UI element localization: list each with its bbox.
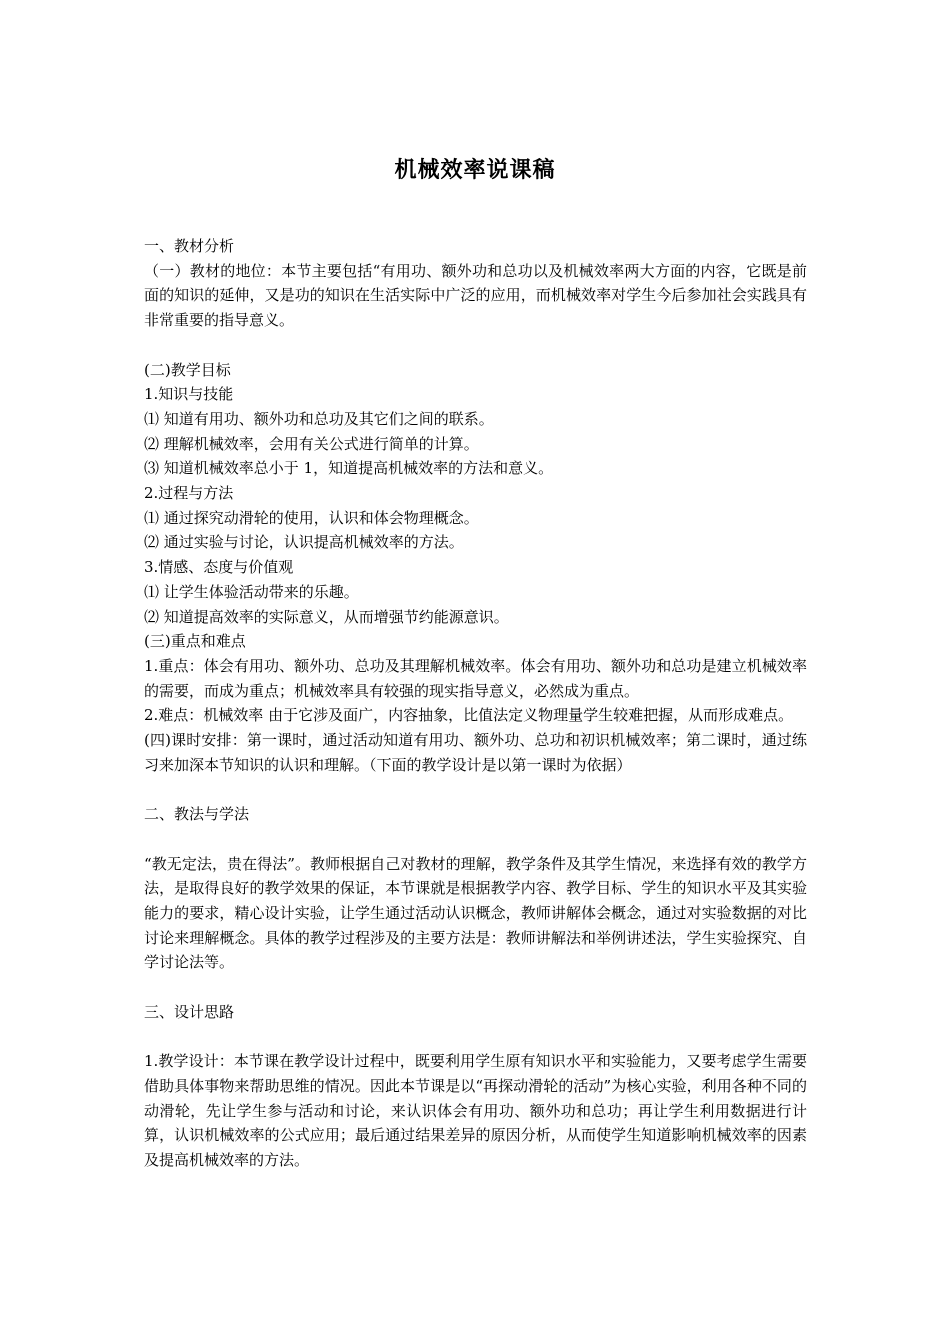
section2-heading: 二、教法与学法: [144, 805, 250, 824]
document-title: 机械效率说课稿: [394, 158, 556, 183]
status-paragraph: （一）教材的地位：本节主要包括“有用功、额外功和总功以及机械效率两大方面的内容，它既是前面的知识的延伸，又是功的知识在生活实际中广泛的应用，而机械效率对学生今后参加社会实践具有非常重要的指导意义。: [144, 261, 807, 330]
emotion-item: ⑴ 让学生体验活动带来的乐趣。: [144, 582, 359, 601]
process-heading: 2.过程与方法: [144, 484, 234, 503]
paragraph-gap: [144, 333, 807, 358]
focus-heading: (三)重点和难点: [144, 632, 246, 651]
document-body: [144, 234, 807, 1173]
paragraph-gap: [144, 827, 807, 852]
section3-heading: 三、设计思路: [144, 1002, 235, 1021]
process-item: ⑵ 通过实验与讨论，认识提高机械效率的方法。: [144, 533, 464, 552]
paragraph-gap: [144, 975, 807, 1000]
focus-difficult-point: 2.难点：机械效率 由于它涉及面广，内容抽象，比值法定义物理量学生较难把握，从而形成难点。: [144, 706, 794, 725]
focus-key-point: 1.重点：体会有用功、额外功、总功及其理解机械效率。体会有用功、额外功和总功是建立机械效率的需要，而成为重点；机械效率具有较强的现实指导意义，必然成为重点。: [144, 656, 807, 700]
design-paragraph: 1.教学设计：本节课在教学设计过程中，既要利用学生原有知识水平和实验能力，又要考虑学生需要借助具体事物来帮助思维的情况。因此本节课是以“再探动滑轮的活动”为核心实验，利用各种不同的动滑轮，先让学生参与活动和讨论，来认识体会有用功、额外功和总功；再让学生利用数据进行计算，认识机械效率的公式应用；最后通过结果差异的原因分析，从而使学生知道影响机械效率的因素及提高机械效率的方法。: [144, 1052, 807, 1169]
objectives-heading: (二)教学目标: [144, 360, 231, 379]
emotion-heading: 3.情感、态度与价值观: [144, 558, 294, 577]
process-item: ⑴ 通过探究动滑轮的使用，认识和体会物理概念。: [144, 508, 479, 527]
emotion-item: ⑵ 知道提高效率的实际意义，从而增强节约能源意识。: [144, 607, 509, 626]
section1-heading: 一、教材分析: [144, 237, 235, 255]
knowledge-item: ⑵ 理解机械效率，会用有关公式进行简单的计算。: [144, 434, 479, 453]
knowledge-item: ⑶ 知道机械效率总小于 1，知道提高机械效率的方法和意义。: [144, 459, 554, 478]
paragraph-gap: [144, 777, 807, 802]
methods-paragraph: “教无定法，贵在得法”。教师根据自己对教材的理解，教学条件及其学生情况，来选择有效的教学方法，是取得良好的教学效果的保证，本节课就是根据教学内容、教学目标、学生的知识水平及其实验能力的要求，精心设计实验，让学生通过活动认识概念，教师讲解体会概念，通过对实验数据的对比讨论来理解概念。具体的教学过程涉及的主要方法是：教师讲解法和举例讲述法，学生实验探究、自学讨论法等。: [144, 854, 807, 972]
schedule-paragraph: (四)课时安排：第一课时，通过活动知道有用功、额外功、总功和初识机械效率；第二课时，通过练习来加深本节知识的认识和理解。（下面的教学设计是以第一课时为依据）: [144, 731, 807, 774]
knowledge-heading: 1.知识与技能: [144, 385, 234, 404]
knowledge-item: ⑴ 知道有用功、额外功和总功及其它们之间的联系。: [144, 409, 494, 428]
paragraph-gap: [144, 1024, 807, 1049]
